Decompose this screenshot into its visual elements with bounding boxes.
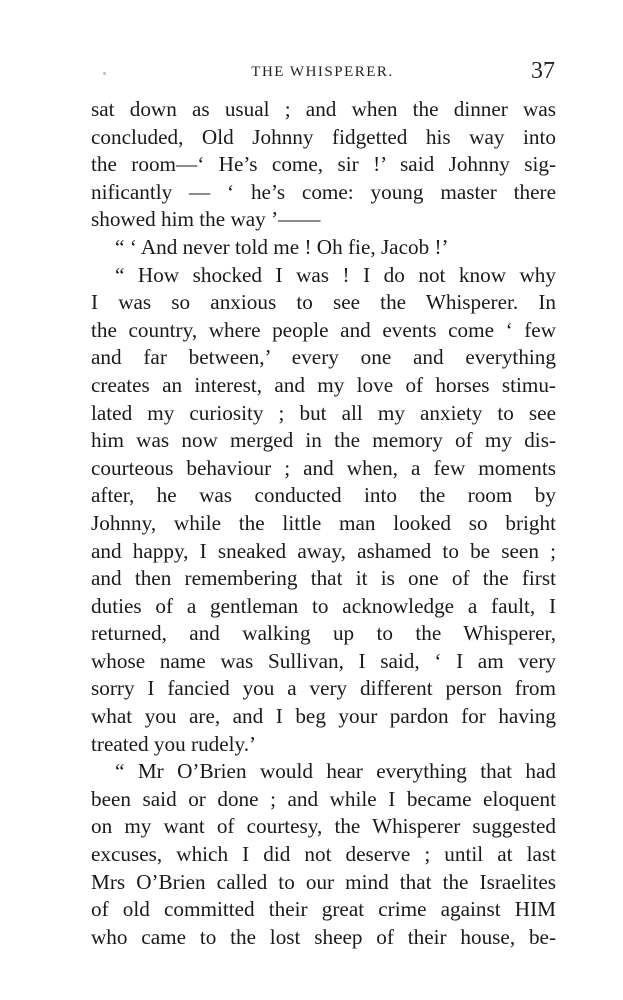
text-line: concluded, Old Johnny fidgetted his way into [91, 124, 556, 149]
text-line: after, he was conducted into the room by [91, 483, 556, 508]
paper-speck [103, 72, 106, 75]
text-line: lated my curiosity ; but all my anxiety to see [91, 400, 556, 425]
running-title: THE WHISPERER. [251, 64, 394, 80]
text-line: and happy, I sneaked away, ashamed to be seen ; [91, 538, 556, 563]
text-line: been said or done ; and while I became eloquent [91, 786, 556, 811]
text-line: the room—‘ He’s come, sir !’ said Johnny sig- [91, 152, 556, 177]
page-number: 37 [531, 58, 555, 84]
running-head [90, 60, 555, 90]
text-line: creates an interest, and my love of horses stimu- [91, 372, 556, 397]
text-line: nificantly — ‘ he’s come: young master there [91, 179, 556, 204]
text-line: who came to the lost sheep of their house, be- [91, 924, 556, 949]
text-line: Johnny, while the little man looked so bright [91, 510, 556, 535]
text-line: on my want of courtesy, the Whisperer suggested [91, 814, 556, 839]
text-line: I was so anxious to see the Whisperer. In [91, 290, 556, 315]
text-line: “ ‘ And never told me ! Oh fie, Jacob !’ [115, 234, 449, 259]
text-line: courteous behaviour ; and when, a few moments [91, 455, 556, 480]
text-line: and far between,’ every one and everything [91, 345, 556, 370]
text-line: returned, and walking up to the Whisperer, [91, 621, 556, 646]
text-line: showed him the way ’—— [91, 207, 321, 232]
text-line: of old committed their great crime against HIM [91, 897, 556, 922]
text-line: the country, where people and events come ‘ few [91, 317, 556, 342]
text-line: duties of a gentleman to acknowledge a fault, I [91, 593, 556, 618]
text-line: him was now merged in the memory of my dis- [91, 428, 556, 453]
text-line: sat down as usual ; and when the dinner was [91, 97, 556, 121]
text-line: and then remembering that it is one of the first [91, 566, 556, 591]
text-line: “ How shocked I was ! I do not know why [115, 262, 556, 287]
text-line: “ Mr O’Brien would hear everything that had [115, 759, 556, 784]
body-text [91, 96, 556, 951]
text-line: treated you rudely.’ [91, 731, 257, 756]
text-line: sorry I fancied you a very different person from [91, 676, 556, 701]
text-line: Mrs O’Brien called to our mind that the Israelites [91, 869, 556, 894]
text-line: what you are, and I beg your pardon for having [91, 704, 556, 729]
text-line: excuses, which I did not deserve ; until at last [91, 842, 556, 867]
text-line: whose name was Sullivan, I said, ‘ I am very [91, 648, 556, 673]
